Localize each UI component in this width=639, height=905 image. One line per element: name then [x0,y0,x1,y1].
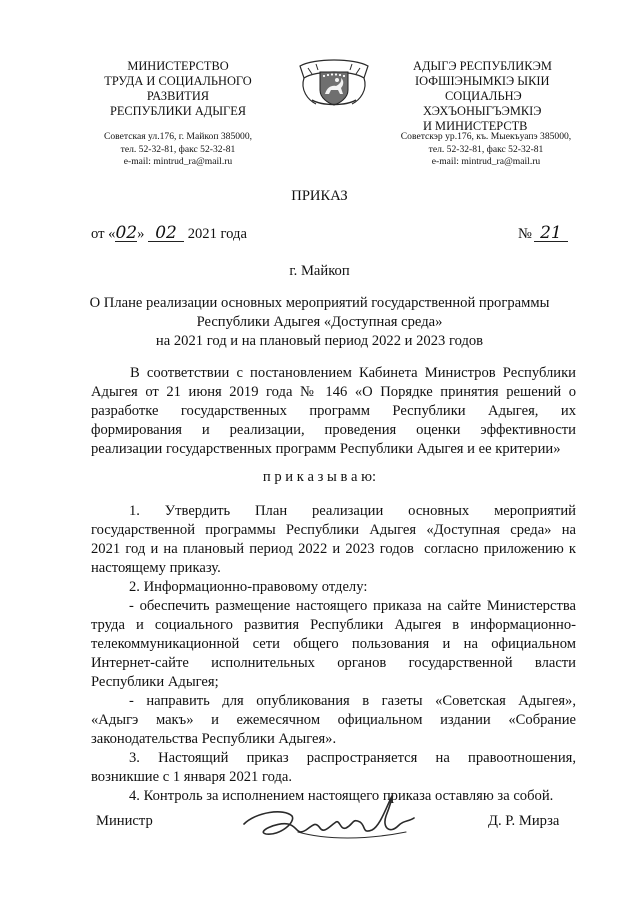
order-title [60,294,579,351]
item-3-line: возникшие с 1 января 2021 года. [91,769,293,785]
date-month: 02 [148,226,184,242]
title-line: Республики Адыгея «Доступная среда» [196,314,443,330]
signatory-name: Д. Р. Мирза [488,813,560,829]
item-2b-line: «Адыгэ макъ» и ежемесячном официальном издании «Собрание [91,712,576,728]
title-line: О Плане реализации основных мероприятий государственной программы [89,295,550,311]
address-line: Советскэр ур.176, къ. Мыекъуапэ 385000, [400,131,572,142]
address-line: тел. 52-32-81, факс 52-32-81 [120,143,236,155]
address-line: e-mail: mintrud_ra@mail.ru [431,156,541,167]
item-1-line: 2021 год и на плановый период 2022 и 2023 годов согласно приложению к [91,541,576,557]
item-1-line: государственной программы Республики Адыгея «Доступная среда» на [91,522,576,538]
order-items [91,502,576,806]
header-right-line: СОЦИАЛЬНЭ [445,89,522,103]
address-line: e-mail: mintrud_ra@mail.ru [123,156,233,167]
header-right-line: АДЫГЭ РЕСПУБЛИКЭМ [413,59,552,73]
item-1-line: 1. Утвердить План реализации основных мероприятий [129,503,576,519]
address-line: тел. 52-32-81, факс 52-32-81 [428,143,544,155]
item-2a-line: - обеспечить размещение настоящего приказа на сайте Министерства [129,598,576,614]
date-year: 2021 года [187,226,247,242]
number-value: 21 [534,226,568,242]
adygea-emblem-icon [294,56,374,108]
item-4: 4. Контроль за исполнением настоящего приказа оставляю за собой. [129,788,554,804]
city: г. Майкоп [289,263,350,279]
item-1-line: настоящему приказу. [91,560,221,576]
item-2a-line: Республики Адыгея; [91,674,219,690]
preamble-line: Адыгея от 21 июня 2019 года № 146 «О Порядке принятия решений о [91,384,576,400]
handwritten-signature [236,782,426,852]
preamble-line: В соответствии с постановлением Кабинета Министров Республики [130,365,576,381]
header-right-address [380,131,592,169]
header-right-org [383,59,583,134]
order-word: п р и к а з ы в а ю: [262,469,377,485]
header-right-line: ХЭХЪОНЫГЪЭМКIЭ [423,104,542,118]
date-mid: » [137,226,145,242]
preamble [91,364,576,459]
document-type: ПРИКАЗ [291,188,348,204]
address-line: Советская ул.176, г. Майкоп 385000, [103,131,253,142]
header-left-line: ТРУДА И СОЦИАЛЬНОГО [104,74,252,88]
item-2a-line: труда и социального развития Республики Адыгея в информационно- [91,617,576,633]
header-left-line: РАЗВИТИЯ [146,89,210,103]
order-number [518,225,588,244]
item-3-line: 3. Настоящий приказ распространяется на правоотношения, [129,750,576,766]
date-prefix: от « [91,226,116,242]
preamble-line: разработке государственных программ Республики Адыгея, их [91,403,576,419]
header-right-line: IОФШIЭНЫМКIЭ ЫКIИ [415,74,550,88]
signatory-position: Министр [96,813,153,829]
header-left-line: РЕСПУБЛИКИ АДЫГЕЯ [109,104,247,118]
date-day: 02 [115,223,138,243]
header-left-line: МИНИСТЕРСТВО [127,59,229,73]
header-right-line: И МИНИСТЕРСТВ [423,119,528,133]
item-2: 2. Информационно-правовому отделу: [129,579,368,595]
order-date [91,225,351,244]
header-left-org [78,59,278,119]
preamble-line: реализации государственных программ Республики Адыгея и ее критерии» [91,441,561,457]
item-2a-line: телекоммуникационной сети общего пользования и на официальном [91,636,576,652]
preamble-line: формирования и реализации, проведения оценки эффективности [91,422,576,438]
number-prefix: № [518,226,532,242]
item-2b-line: законодательства Республики Адыгея». [91,731,337,747]
item-2a-line: Интернет-сайте исполнительных органов государственной власти [91,655,576,671]
title-line: на 2021 год и на плановый период 2022 и 2023 годов [155,333,484,349]
item-2b-line: - направить для опубликования в газеты «Советская Адыгея», [129,693,576,709]
header-left-address [78,131,278,169]
